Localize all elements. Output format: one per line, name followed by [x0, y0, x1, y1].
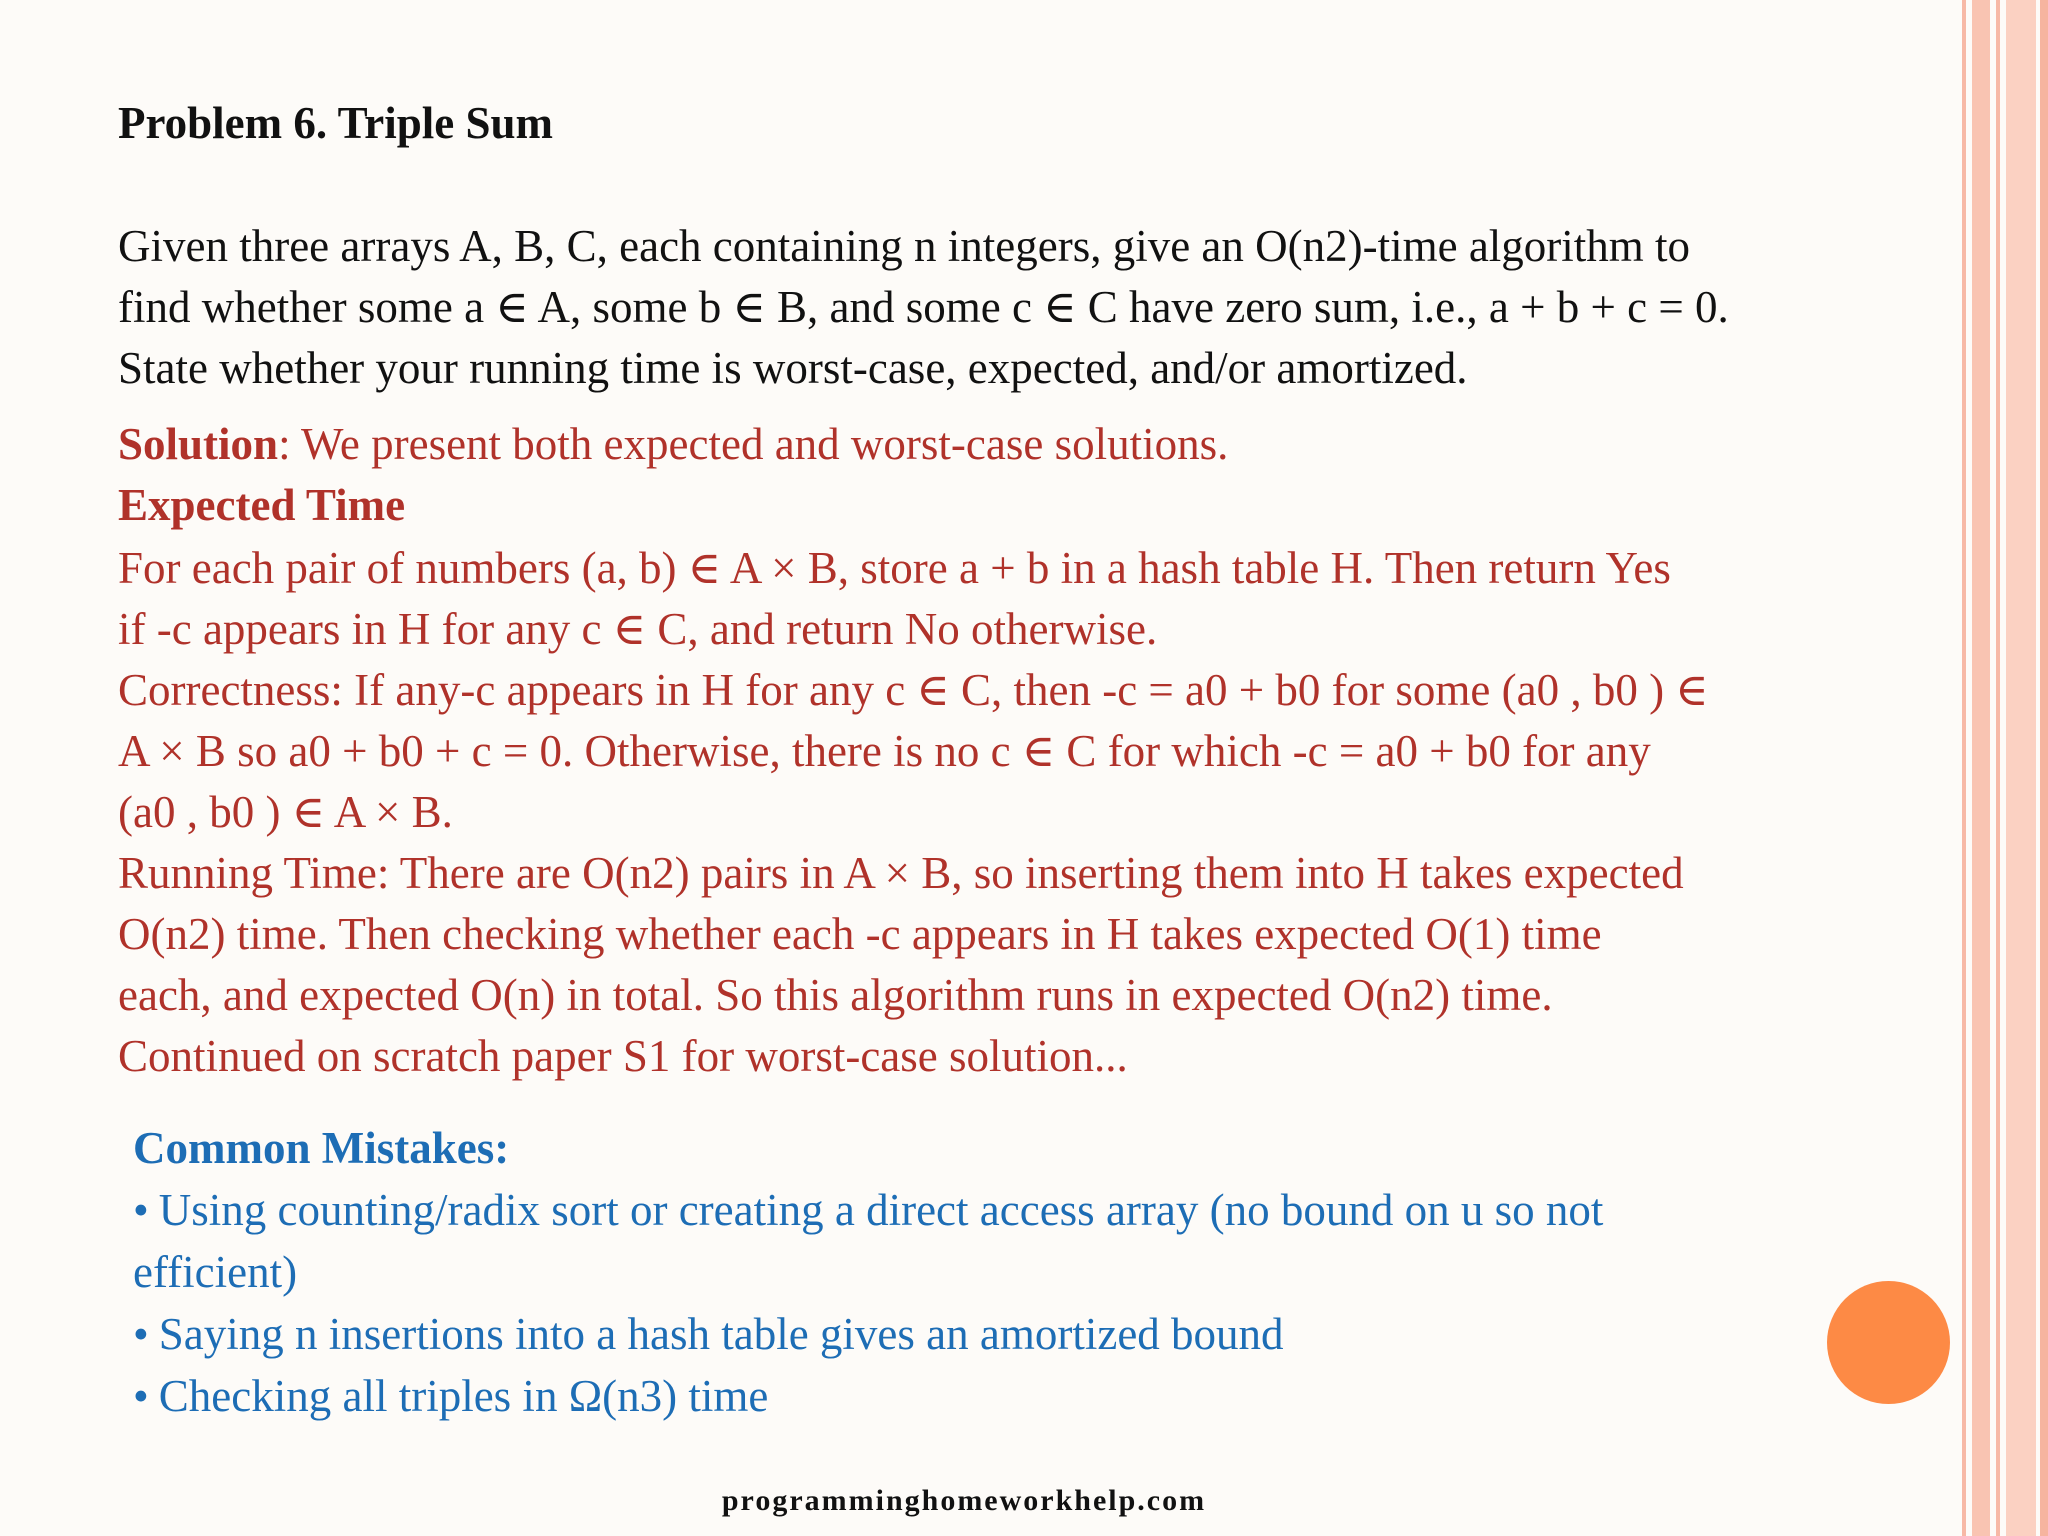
border-stripe [2040, 0, 2048, 1536]
solution-line: Running Time: There are O(n2) pairs in A × B, so inserting them into H takes expected [118, 848, 1684, 898]
solution-line: (a0 , b0 ) ∈ A × B. [118, 787, 453, 837]
title-block [118, 90, 1948, 156]
problem-line: Given three arrays A, B, C, each containing n integers, give an O(n2)-time algorithm to [118, 221, 1691, 271]
solution-intro-text: : We present both expected and worst-case solutions. [278, 419, 1229, 469]
mistake-text: Checking all triples in Ω(n3) time [158, 1371, 769, 1421]
page-title: Problem 6. Triple Sum [118, 98, 554, 148]
border-stripe [1972, 0, 1990, 1536]
decorative-circle [1827, 1281, 1950, 1404]
bullet: • [133, 1371, 149, 1421]
solution-label: Solution [118, 419, 279, 469]
mistake-text-continued: efficient) [133, 1247, 298, 1297]
common-mistakes-heading: Common Mistakes: [133, 1123, 510, 1173]
solution-line: A × B so a0 + b0 + c = 0. Otherwise, there is no c ∈ C for which -c = a0 + b0 for any [118, 726, 1651, 776]
border-stripe [1962, 0, 1966, 1536]
list-item [133, 1179, 1833, 1303]
mistakes-list [133, 1179, 1833, 1427]
problem-statement [118, 216, 1948, 399]
bullet: • [133, 1309, 149, 1359]
solution-line: each, and expected O(n) in total. So this algorithm runs in expected O(n2) time. [118, 970, 1553, 1020]
footer-website: programminghomeworkhelp.com [721, 1484, 1207, 1517]
solution-line: O(n2) time. Then checking whether each -c appears in H takes expected O(1) time [118, 909, 1602, 959]
solution-intro [118, 414, 1948, 475]
list-item [133, 1365, 1833, 1427]
mistake-text: Using counting/radix sort or creating a direct access array (no bound on u so not [158, 1185, 1604, 1235]
solution-line: Correctness: If any-c appears in H for any c ∈ C, then -c = a0 + b0 for some (a0 , b0 ) ∈ [118, 665, 1709, 715]
list-item [133, 1303, 1833, 1365]
common-mistakes-section [133, 1117, 1833, 1427]
mistake-text: Saying n insertions into a hash table gives an amortized bound [158, 1309, 1284, 1359]
border-stripe [2006, 0, 2036, 1536]
border-stripe [1996, 0, 2000, 1536]
expected-time-heading: Expected Time [118, 480, 406, 530]
bullet: • [133, 1185, 149, 1235]
solution-line: For each pair of numbers (a, b) ∈ A × B, store a + b in a hash table H. Then return Yes [118, 543, 1671, 593]
solution-line: Continued on scratch paper S1 for worst-case solution... [118, 1031, 1128, 1081]
solution-section [118, 414, 1948, 1087]
problem-line: find whether some a ∈ A, some b ∈ B, and some c ∈ C have zero sum, i.e., a + b + c = 0. [118, 282, 1729, 332]
solution-line: if -c appears in H for any c ∈ C, and return No otherwise. [118, 604, 1158, 654]
problem-line: State whether your running time is worst-case, expected, and/or amortized. [118, 343, 1468, 393]
